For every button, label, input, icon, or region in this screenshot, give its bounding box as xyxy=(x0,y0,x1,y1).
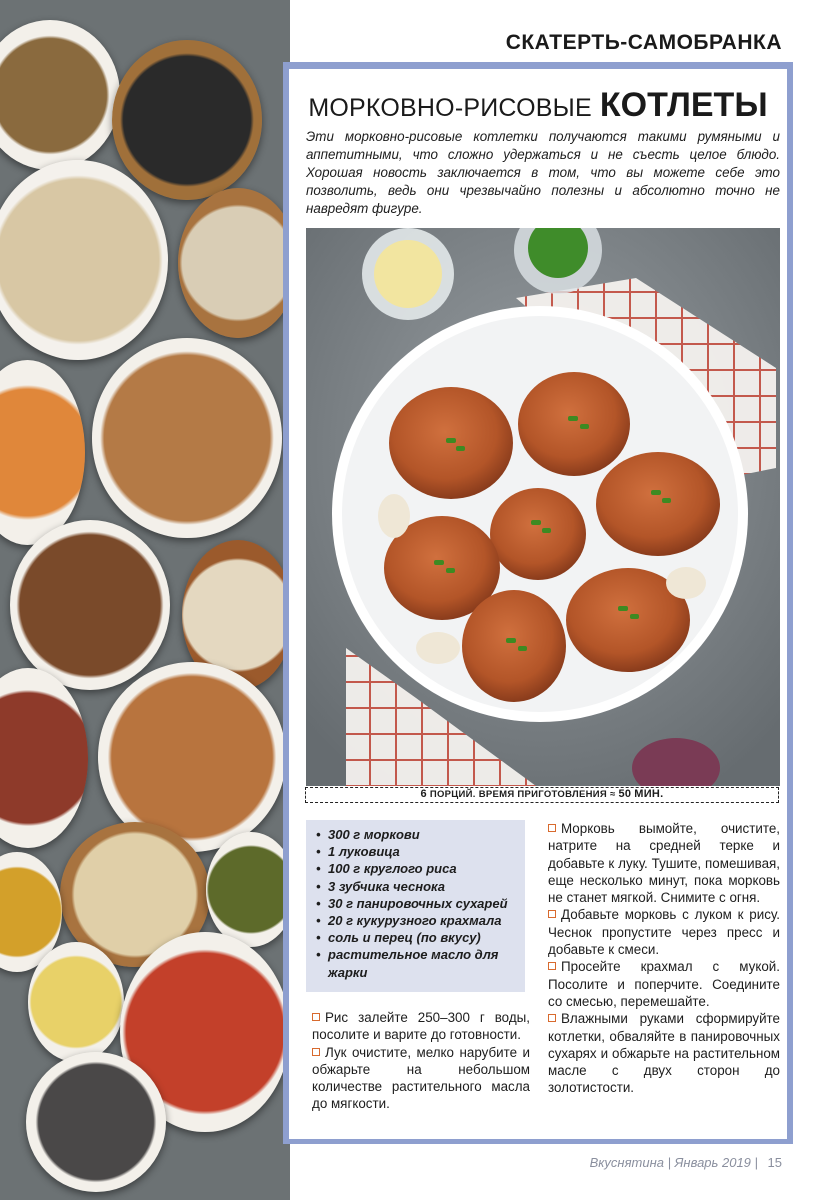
bowl-buckwheat xyxy=(0,20,120,170)
step-5 xyxy=(548,958,780,1010)
checkbox-bullet-icon xyxy=(548,962,556,970)
bowl-rice xyxy=(0,160,168,360)
servings-time-caption xyxy=(305,787,779,803)
dish-photo xyxy=(306,228,780,786)
title-part2: КОТЛЕТЫ xyxy=(599,86,768,124)
step-text: Рис залейте 250–300 г воды, посолите и варите до готовности. xyxy=(312,1010,530,1043)
step-2 xyxy=(312,1044,530,1113)
bowl-peas xyxy=(206,832,290,947)
bowl-flax xyxy=(10,520,170,690)
bowl-beans xyxy=(0,668,88,848)
steps-left-column xyxy=(312,1009,530,1113)
servings-count: 6 xyxy=(420,788,427,800)
section-label: СКАТЕРТЬ-САМОБРАНКА xyxy=(505,31,782,54)
ingredient-item: • 100 г круглого риса xyxy=(314,860,519,877)
bowl-chia xyxy=(26,1052,166,1192)
checkbox-bullet-icon xyxy=(548,824,556,832)
step-3 xyxy=(548,820,780,906)
ingredient-item: • 1 луковица xyxy=(314,843,519,860)
page-number: 15 xyxy=(767,1155,782,1170)
time-unit: МИН. xyxy=(634,788,664,800)
step-text: Лук очистите, мелко нарубите и обжарьте на небольшом количестве растительного масла до мягкости. xyxy=(312,1044,530,1112)
page-footer xyxy=(590,1155,782,1170)
time-label: ВРЕМЯ ПРИГОТОВЛЕНИЯ ≈ xyxy=(478,789,616,800)
checkbox-bullet-icon xyxy=(548,1014,556,1022)
ingredients-list xyxy=(314,826,519,981)
bowl-wild-rice xyxy=(112,40,262,200)
ingredient-item: • 3 зубчика чеснока xyxy=(314,878,519,895)
bowl-couscous xyxy=(28,942,124,1062)
ingredient-item: • растительное масло для жарки xyxy=(314,946,519,980)
ingredients-box xyxy=(306,820,525,992)
checkbox-bullet-icon xyxy=(312,1048,320,1056)
step-text: Влажными руками сформируйте котлетки, обваляйте в панировочных сухарях и обжарьте на растительном масле с двух сторон до золотистости. xyxy=(548,1011,780,1096)
bowl-quinoa xyxy=(178,188,290,338)
magazine-issue: Вкуснятина | Январь 2019 | xyxy=(589,1155,758,1170)
checkbox-bullet-icon xyxy=(548,910,556,918)
ingredient-item: • соль и перец (по вкусу) xyxy=(314,929,519,946)
step-4 xyxy=(548,906,780,958)
ingredient-item: • 300 г моркови xyxy=(314,826,519,843)
step-text: Просейте крахмал с мукой. Посолите и поперчите. Соедините со смесью, перемешайте. xyxy=(548,959,780,1009)
bowl-spelt xyxy=(92,338,282,538)
step-text: Морковь вымойте, очистите, натрите на средней терке и добавьте к луку. Тушите, помешивая, еще несколько минут, пока морковь не станет мягкой. Снимите с огня. xyxy=(548,821,780,906)
ingredient-item: • 30 г панировочных сухарей xyxy=(314,895,519,912)
step-1 xyxy=(312,1009,530,1044)
title-part1: МОРКОВНО-РИСОВЫЕ xyxy=(308,94,592,122)
step-text: Добавьте морковь с луком к рису. Чеснок пропустите через пресс и добавьте к смеси. xyxy=(548,907,780,958)
recipe-title xyxy=(289,86,787,125)
ingredient-item: • 20 г кукурузного крахмала xyxy=(314,912,519,929)
steps-right-column xyxy=(548,820,780,1097)
checkbox-bullet-icon xyxy=(312,1013,320,1021)
time-value: 50 xyxy=(618,788,632,800)
grains-photo xyxy=(0,0,290,1200)
servings-label: ПОРЦИЙ. xyxy=(429,789,476,800)
step-6 xyxy=(548,1010,780,1096)
intro-text: Эти морковно-рисовые котлетки получаются такими румяными и аппетитными, что сложно удержаться и не съесть целое блюдо. Хорошая новость заключается в том, что вы можете себе это позволить, ведь они чрезвычайно полезны и абсолютно точно не навредят фигуре. xyxy=(306,129,780,216)
dish-illustration xyxy=(306,228,780,786)
bowl-lentils-red xyxy=(0,360,85,545)
